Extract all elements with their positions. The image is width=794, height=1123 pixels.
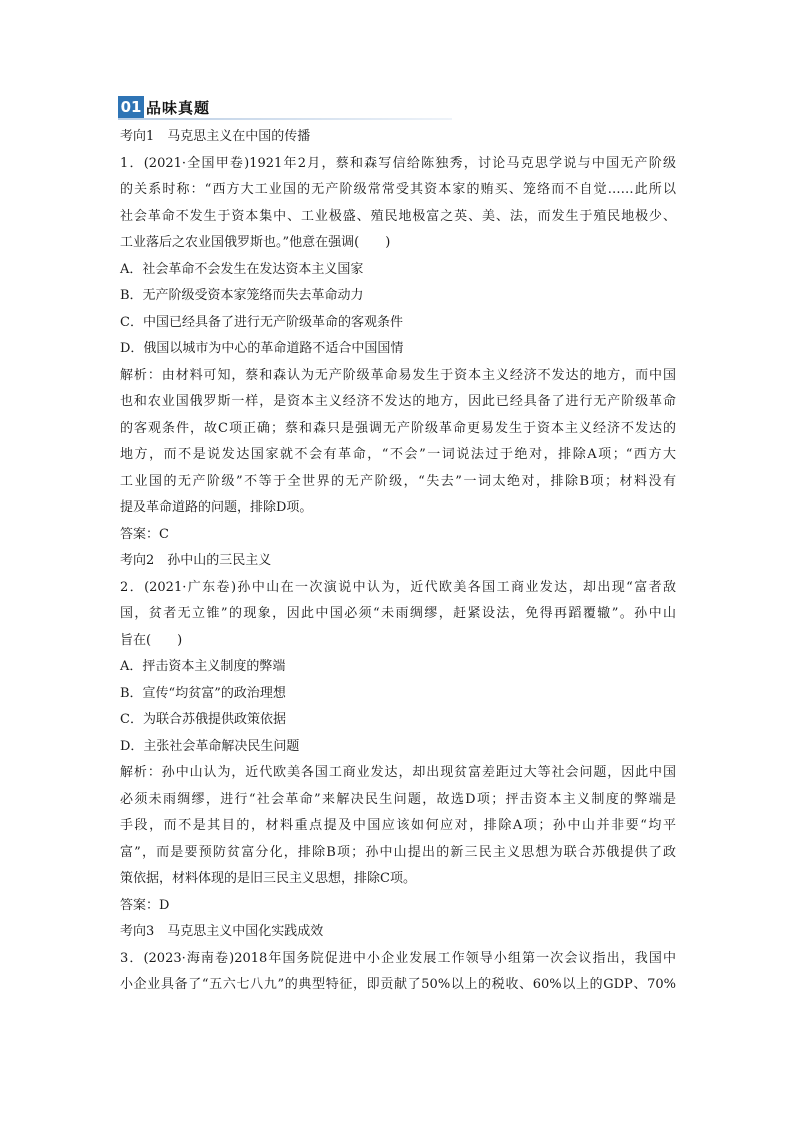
text-line: 解析：由材料可知，蔡和森认为无产阶级革命易发生于资本主义经济不发达的地方，而中国 bbox=[120, 367, 676, 383]
section-title: 品味真题 bbox=[146, 98, 211, 117]
text-line: 提及革命道路的问题，排除D项。 bbox=[120, 500, 313, 515]
text-line: 社会革命不发生于资本集中、工业极盛、殖民地极富之英、美、法，而发生于殖民地极少、 bbox=[120, 208, 676, 224]
text-line: 3．(2023·海南卷)2018年国务院促进中小企业发展工作领导小组第一次会议指出，我国中 bbox=[120, 950, 676, 966]
text-line: 工业落后之农业国俄罗斯也。”他意在强调( ) bbox=[120, 235, 391, 250]
text-line: C．中国已经具备了进行无产阶级革命的客观条件 bbox=[120, 314, 403, 330]
text-line: 1．(2021·全国甲卷)1921年2月，蔡和森写信给陈独秀，讨论马克思学说与中国无产阶级 bbox=[120, 155, 676, 171]
document-body bbox=[120, 124, 676, 999]
text-line: 答案：D bbox=[120, 897, 170, 913]
section-underline bbox=[118, 118, 452, 120]
section-number-badge: 01 bbox=[118, 96, 144, 118]
text-line: 小企业具备了“五六七八九”的典型特征，即贡献了50%以上的税收、60%以上的GDP、70% bbox=[120, 977, 676, 992]
text-line: 必须未雨绸缪，进行“社会革命”来解决民生问题，故选D项；抨击资本主义制度的弊端是 bbox=[120, 791, 676, 807]
text-line: 的关系时称：“西方大工业国的无产阶级常常受其资本家的贿买、笼络而不自觉……此所以 bbox=[120, 182, 676, 197]
text-line: D．主张社会革命解决民生问题 bbox=[120, 738, 300, 754]
text-line: 策依据，材料体现的是旧三民主义思想，排除C项。 bbox=[120, 871, 416, 886]
text-line: 考向1 马克思主义在中国的传播 bbox=[120, 129, 311, 144]
text-line: 工业国的无产阶级”不等于全世界的无产阶级，“失去”一词太绝对，排除B项；材料没有 bbox=[120, 473, 676, 489]
text-line: 富”，而是要预防贫富分化，排除B项；孙中山提出的新三民主义思想为联合苏俄提供了政 bbox=[120, 844, 676, 860]
text-line: D．俄国以城市为中心的革命道路不适合中国国情 bbox=[120, 341, 404, 356]
text-line: 旨在( ) bbox=[120, 632, 183, 648]
text-line: 国，贫者无立锥”的现象，因此中国必须“未雨绸缪，赶紧设法，免得再蹈覆辙”。孙中山 bbox=[120, 606, 676, 621]
text-line: 的客观条件，故C项正确；蔡和森只是强调无产阶级革命更易发生于资本主义经济不发达的 bbox=[120, 420, 676, 436]
text-line: 地方，而不是说发达国家就不会有革命，“不会”一词说法过于绝对，排除A项；“西方大 bbox=[120, 447, 676, 462]
section-heading bbox=[118, 96, 452, 118]
text-line: 解析：孙中山认为，近代欧美各国工商业发达，却出现贫富差距过大等社会问题，因此中国 bbox=[120, 765, 676, 780]
text-line: C．为联合苏俄提供政策依据 bbox=[120, 712, 286, 727]
text-line: A．社会革命不会发生在发达资本主义国家 bbox=[120, 261, 364, 277]
text-line: B．宣传“均贫富”的政治理想 bbox=[120, 685, 286, 701]
text-line: B．无产阶级受资本家笼络而失去革命动力 bbox=[120, 288, 364, 303]
text-line: 手段，而不是其目的，材料重点提及中国应该如何应对，排除A项；孙中山并非要“均平 bbox=[120, 818, 676, 833]
text-line: A．抨击资本主义制度的弊端 bbox=[120, 659, 286, 674]
text-line: 考向2 孙中山的三民主义 bbox=[120, 553, 272, 568]
text-line: 答案：C bbox=[120, 526, 169, 542]
text-line: 2．(2021·广东卷)孙中山在一次演说中认为，近代欧美各国工商业发达，却出现“富者敌 bbox=[120, 579, 676, 595]
text-line: 也和农业国俄罗斯一样，是资本主义经济不发达的地方，因此已经具备了进行无产阶级革命 bbox=[120, 394, 676, 409]
text-line: 考向3 马克思主义中国化实践成效 bbox=[120, 924, 324, 939]
